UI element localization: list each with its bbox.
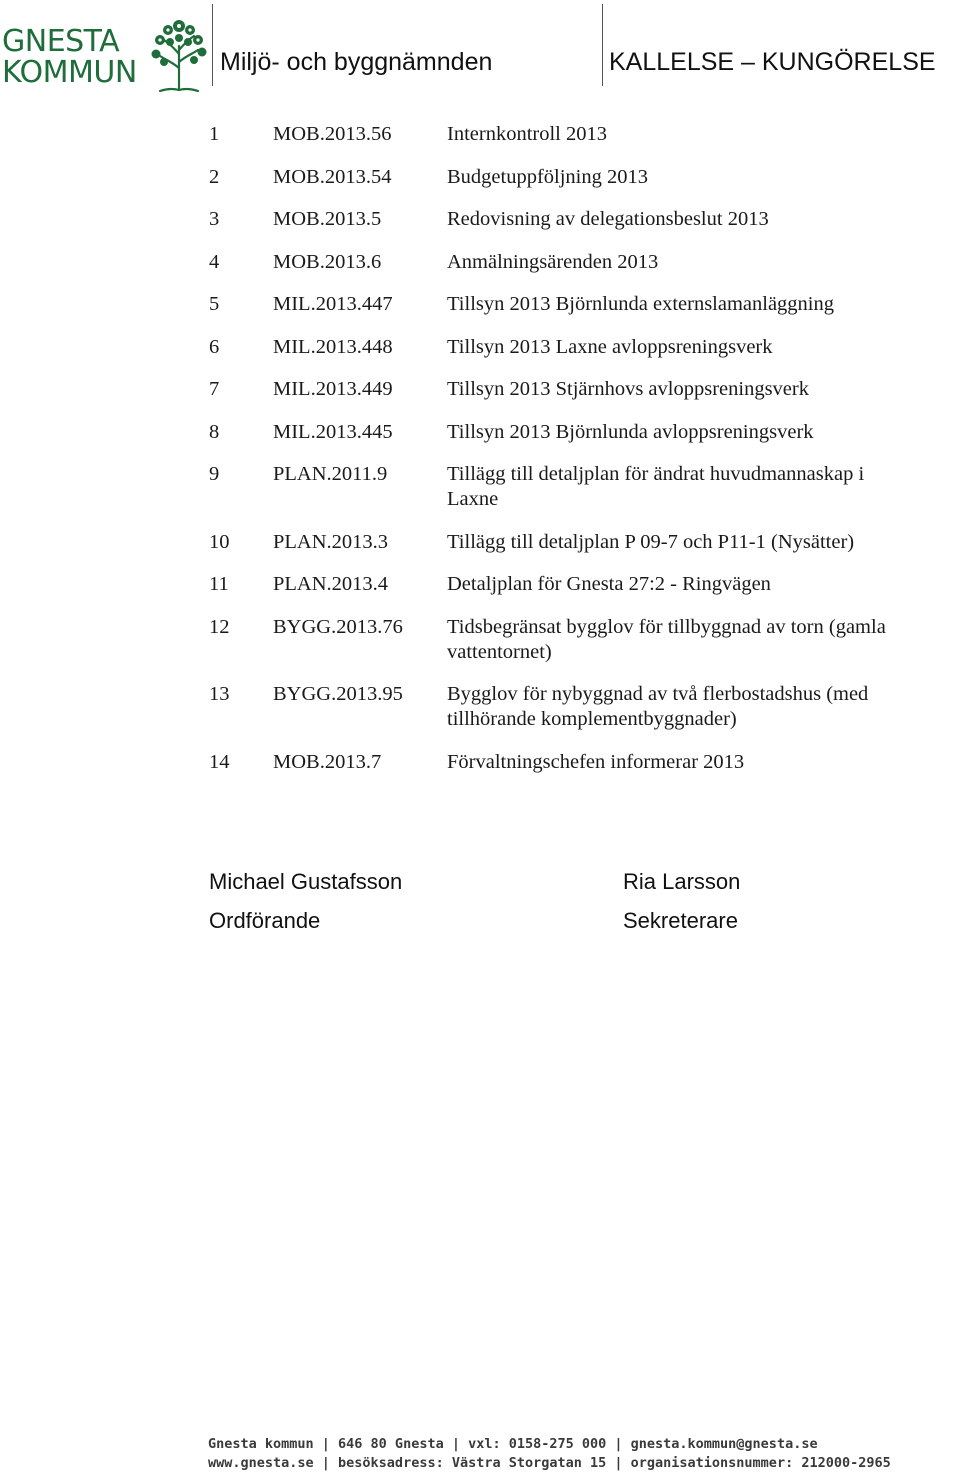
agenda-item-title: Tidsbegränsat bygglov för tillbyggnad av torn (gamla vattentornet): [447, 615, 886, 663]
agenda-item-reference: MOB.2013.7: [273, 750, 382, 773]
tree-icon: [150, 16, 208, 92]
signature-role: Ordförande: [209, 908, 321, 933]
agenda-item-title: Tillsyn 2013 Björnlunda externslamanläggning: [447, 293, 835, 315]
footer-contact-line: Gnesta kommun | 646 80 Gnesta | vxl: 0158-275 000 | gnesta.kommun@gnesta.se: [208, 1436, 818, 1452]
agenda-item-reference: MIL.2013.448: [273, 335, 393, 358]
agenda-item-number: 10: [209, 530, 230, 553]
signature-name: Ria Larsson: [623, 869, 741, 894]
agenda-item: [209, 530, 929, 555]
agenda-item-title: Tillsyn 2013 Björnlunda avloppsreningsverk: [447, 420, 814, 443]
agenda-item: [209, 292, 929, 317]
agenda-item-title: Tillägg till detaljplan för ändrat huvudmannaskap i Laxne: [447, 463, 865, 510]
agenda-item-number: 11: [209, 573, 229, 595]
agenda-item-title: Bygglov för nybyggnad av två flerbostadshus (med tillhörande komplementbyggnader): [447, 683, 869, 730]
agenda-item-reference: MOB.2013.56: [273, 123, 392, 145]
agenda-item-reference: MIL.2013.447: [273, 293, 393, 315]
agenda-item: [209, 462, 929, 512]
agenda-item-reference: BYGG.2013.76: [273, 615, 403, 638]
header-divider-left: [212, 4, 213, 86]
signature-chairman: [209, 862, 402, 940]
agenda-item-reference: MIL.2013.445: [273, 420, 393, 443]
agenda-item-number: 7: [209, 378, 220, 400]
agenda-item: [209, 122, 929, 147]
signature-name: Michael Gustafsson: [209, 869, 403, 894]
agenda-item-title: Redovisning av delegationsbeslut 2013: [447, 208, 769, 230]
agenda-item-number: 9: [209, 463, 220, 485]
agenda-item: [209, 377, 929, 402]
agenda-item-reference: BYGG.2013.95: [273, 683, 403, 705]
agenda-item-number: 5: [209, 293, 220, 315]
department-name: Miljö- och byggnämnden: [220, 48, 493, 76]
agenda-item-reference: MOB.2013.5: [273, 208, 382, 230]
agenda-item-number: 8: [209, 420, 220, 443]
agenda-item: [209, 615, 929, 665]
agenda-item: [209, 572, 929, 597]
signature-secretary: [623, 862, 740, 940]
agenda-item: [209, 250, 929, 275]
header-divider-right: [602, 4, 603, 86]
agenda-item-reference: PLAN.2013.4: [273, 573, 389, 595]
agenda-item-title: Anmälningsärenden 2013: [447, 250, 659, 273]
agenda-item-title: Förvaltningschefen informerar 2013: [447, 750, 745, 773]
agenda-item-title: Tillägg till detaljplan P 09-7 och P11-1 (Nysätter): [447, 530, 855, 553]
agenda-item: [209, 420, 929, 445]
agenda-item: [209, 750, 929, 775]
gnesta-kommun-logo: [0, 10, 210, 88]
logo-line-2: KOMMUN: [2, 55, 137, 90]
signature-role: Sekreterare: [623, 908, 738, 933]
agenda-item-reference: MIL.2013.449: [273, 378, 393, 400]
agenda-item-title: Internkontroll 2013: [447, 123, 607, 145]
logo-wordmark: [2, 26, 137, 88]
agenda-item-title: Budgetuppföljning 2013: [447, 165, 649, 188]
agenda-item: [209, 682, 929, 732]
agenda-item-number: 14: [209, 750, 230, 773]
agenda-item-reference: MOB.2013.6: [273, 250, 382, 273]
agenda-item-title: Tillsyn 2013 Stjärnhovs avloppsreningsverk: [447, 378, 809, 400]
signature-block: [209, 862, 909, 942]
page-footer: [0, 1422, 960, 1474]
document-type: KALLELSE – KUNGÖRELSE: [609, 48, 936, 76]
agenda-item-title: Tillsyn 2013 Laxne avloppsreningsverk: [447, 335, 773, 358]
agenda-item-number: 1: [209, 123, 220, 145]
agenda-item-number: 6: [209, 335, 220, 358]
agenda-item-number: 4: [209, 250, 220, 273]
agenda-item: [209, 207, 929, 232]
document-header: [0, 0, 960, 90]
agenda-item-title: Detaljplan för Gnesta 27:2 - Ringvägen: [447, 573, 771, 595]
agenda-item: [209, 165, 929, 190]
footer-address-line: www.gnesta.se | besöksadress: Västra Storgatan 15 | organisationsnummer: 212000-2965: [208, 1455, 891, 1471]
agenda-list: [209, 120, 929, 775]
agenda-item-reference: MOB.2013.54: [273, 165, 392, 188]
agenda-item-reference: PLAN.2011.9: [273, 463, 388, 485]
agenda-item-reference: PLAN.2013.3: [273, 530, 389, 553]
agenda-item: [209, 335, 929, 360]
logo-line-1: GNESTA: [2, 24, 120, 59]
agenda-item-number: 2: [209, 165, 220, 188]
agenda-item-number: 13: [209, 683, 230, 705]
agenda-item-number: 3: [209, 208, 220, 230]
agenda-item-number: 12: [209, 615, 230, 638]
